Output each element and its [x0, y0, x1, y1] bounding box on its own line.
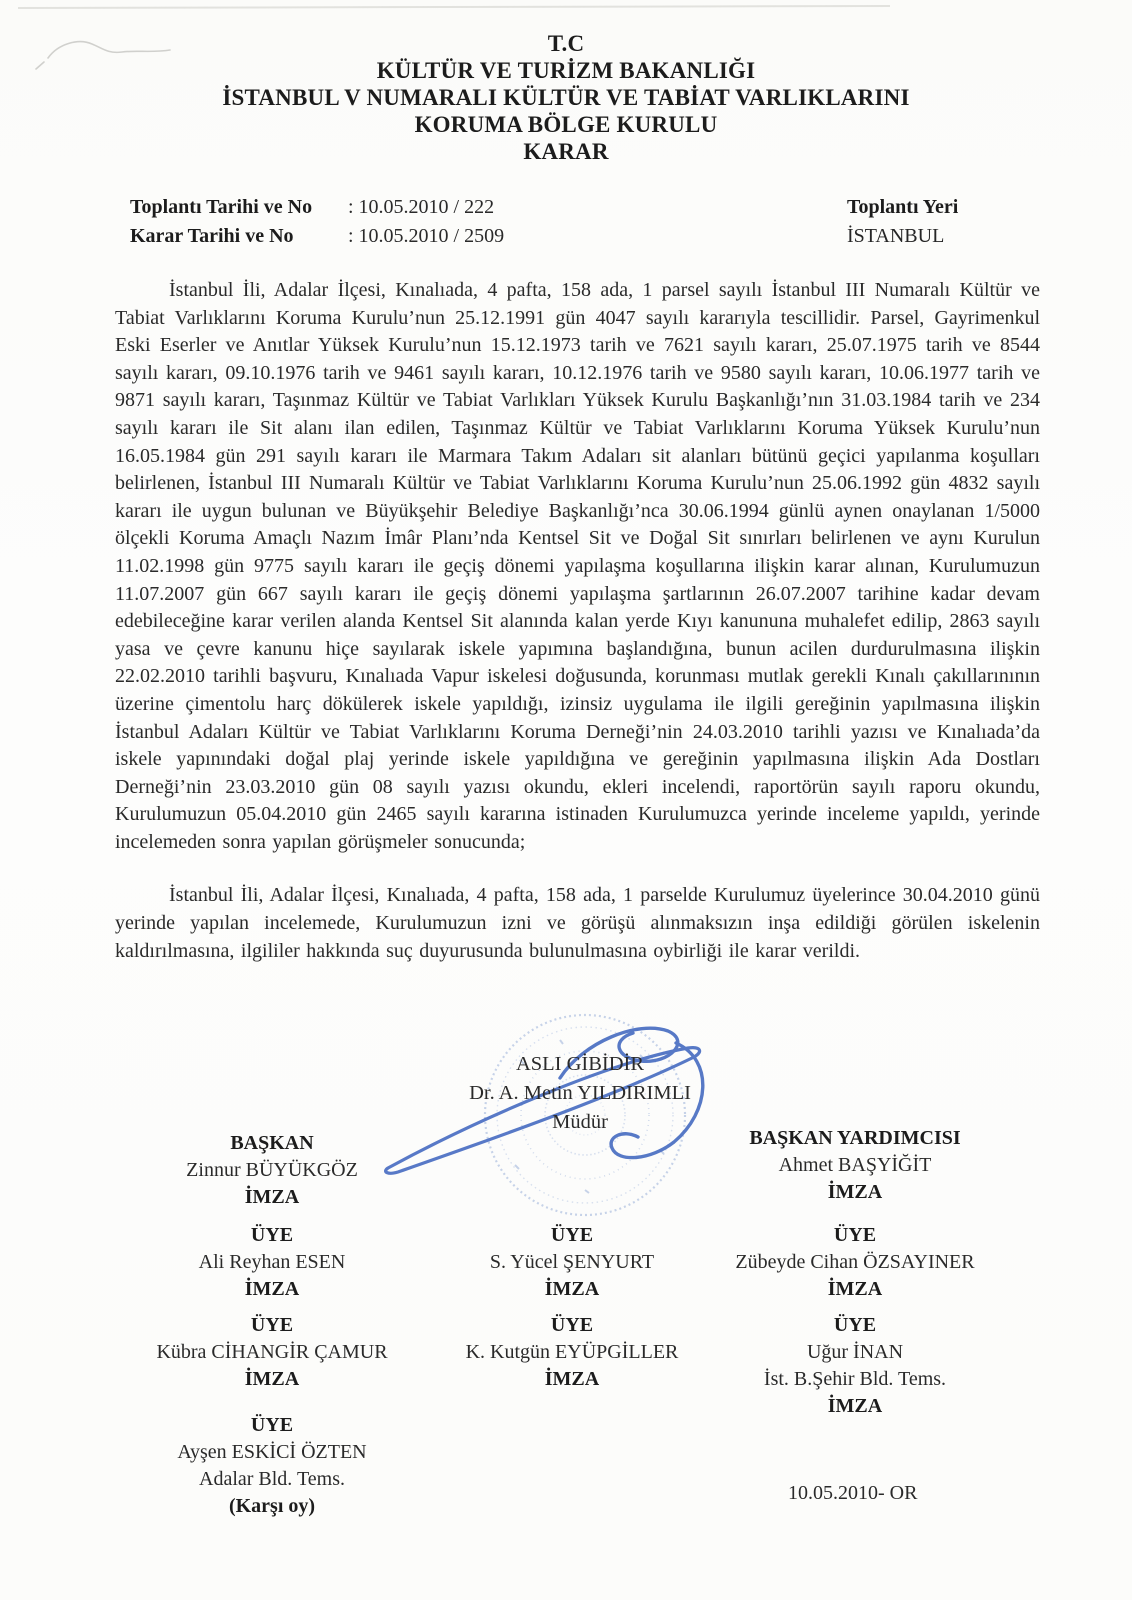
member-block	[122, 1412, 422, 1520]
role-title: ÜYE	[550, 1314, 594, 1336]
imza-label: İMZA	[827, 1278, 883, 1300]
person-name: Kübra CİHANGİR ÇAMUR	[156, 1341, 388, 1363]
meta-section	[130, 193, 1037, 251]
role-title: BAŞKAN YARDIMCISI	[749, 1127, 961, 1149]
certifier-name: Dr. A. Metin YILDIRIMLI	[469, 1082, 691, 1104]
decision-date-label: Karar Tarihi ve No	[130, 225, 294, 247]
imza-label: İMZA	[827, 1181, 883, 1203]
person-name: Ahmet BAŞYİĞİT	[778, 1154, 932, 1176]
chairman-block	[122, 1130, 422, 1211]
member-block	[422, 1222, 722, 1303]
body-paragraph-2: İstanbul İli, Adalar İlçesi, Kınalıada, 4 pafta, 158 ada, 1 parselde Kurulumuz üyelerince 30.04.2010 günü yerinde yapılan incelemede, Kurulumuzun izni ve görüşü alınmaksızın inşa edildiği görülen iskelenin kaldırılmasına, ilgililer hakkında suç duyurusunda bulunulmasına oybirliği ile karar verildi.	[115, 884, 1040, 962]
representation-label: Adalar Bld. Tems.	[199, 1468, 345, 1490]
role-title: ÜYE	[250, 1414, 294, 1436]
body-paragraph-1: İstanbul İli, Adalar İlçesi, Kınalıada, 4 pafta, 158 ada, 1 parsel sayılı İstanbul III Numaralı Kültür ve Tabiat Varlıklarını Koruma Kurulu’nun 25.12.1991 gün 4047 sayılı kararıyla tescillidir. Parsel, Gayrimenkul Eski Eserler ve Anıtlar Yüksek Kurulu’nun 15.12.1973 tarih ve 7621 sayılı kararı, 25.07.1975 tarih ve 8544 sayılı kararı, 09.10.1976 tarih ve 9461 sayılı kararı, 10.12.1976 tarih ve 9580 sayılı kararı, 10.06.1977 tarih ve 9871 sayılı kararı, Taşınmaz Kültür ve Tabiat Varlıkları Yüksek Kurulu Başkanlığı’nın 31.03.1984 tarih ve 234 sayılı kararı ile Sit alanı ilan edilen, Taşınmaz Kültür ve Tabiat Varlıklarını Koruma Yüksek Kurulu’nun 16.05.1984 gün 291 sayılı kararı ile Marmara Takım Adaları sit alanları bütünü geçici yapılanma koşulları belirlenen, İstanbul III Numaralı Kültür ve Tabiat Varlıklarını Koruma Kurulu’nun 25.06.1992 gün 4832 sayılı kararı ile uygun bulunan ve Büyükşehir Belediye Başkanlığı’nca 30.06.1994 günlü aynen onaylanan 1/5000 ölçekli Koruma Amaçlı Nazım İmâr Planı’nda Kentsel Sit ve Doğal Sit sınırları belirlenen ve aynı Kurulun 11.02.1998 gün 9775 sayılı kararı ile geçiş dönemi yapılaşma koşullarına ilişkin karar alınan, Kurulumuzun 11.07.2007 gün 667 sayılı kararı ile geçiş dönemi yapılaşma şartlarının 26.07.2007 tarihine kadar devam edebileceğine karar verilen alanda Kentsel Sit alanında kalan yerde Kıyı kanununa muhalefet edilip, 2863 sayılı yasa ve çevre kanunu hiçe sayılarak iskele yapımına başlandığına, bunun acilen durdurulmasına ilişkin 22.02.2010 tarihli başvuru, Kınalıada Vapur iskelesi doğusunda, korunması mutlak gerekli Kınalı çakıllarınının üzerine çimentolu harç dökülerek iskele yapıldığı, izinsiz uygulama ile ilgili gereğinin yapılmasına ilişkin İstanbul Adaları Kültür ve Tabiat Varlıklarını Koruma Derneği’nin 24.03.2010 tarihli yazısı ve Kınalıada’da iskele yapınındaki doğal plaj yerinde iskele yapıldığına ve gereğinin yapılmasına ilişkin Ada Dostları Derneği’nin 23.03.2010 gün 08 sayılı yazısı okundu, ekleri incelendi, raportörün sayılı raporu okundu, Kurulumuzun 05.04.2010 gün 2465 sayılı kararına istinaden Kurulumuzca yerinde inceleme yapıldı, yerinde incelemeden sonra yapılan görüşmeler sonucunda;	[115, 279, 1040, 853]
member-block	[122, 1222, 422, 1303]
member-block	[422, 1312, 722, 1393]
dissent-note: (Karşı oy)	[228, 1495, 316, 1517]
member-block	[122, 1312, 422, 1393]
person-name: Ayşen ESKİCİ ÖZTEN	[177, 1441, 367, 1463]
certified-copy-label: ASLI GİBİDİR	[515, 1053, 645, 1075]
person-name: Zübeyde Cihan ÖZSAYINER	[735, 1251, 975, 1273]
role-title: ÜYE	[833, 1314, 877, 1336]
person-name: Ali Reyhan ESEN	[198, 1251, 346, 1273]
meeting-date-row	[130, 193, 504, 222]
imza-label: İMZA	[544, 1368, 600, 1390]
header-line-board: İSTANBUL V NUMARALI KÜLTÜR VE TABİAT VARLIKLARINI	[222, 85, 910, 110]
person-name: Zinnur BÜYÜKGÖZ	[186, 1159, 358, 1181]
meta-dates	[130, 193, 504, 251]
meeting-date-value: : 10.05.2010 / 222	[348, 196, 495, 218]
member-block	[690, 1312, 1020, 1420]
imza-label: İMZA	[244, 1186, 300, 1208]
person-name: K. Kutgün EYÜPGİLLER	[465, 1341, 679, 1363]
imza-label: İMZA	[244, 1368, 300, 1390]
certification-block	[415, 1050, 745, 1137]
role-title: BAŞKAN	[230, 1132, 314, 1154]
header-line-ministry: KÜLTÜR VE TURİZM BAKANLIĞI	[376, 58, 756, 83]
representation-label: İst. B.Şehir Bld. Tems.	[763, 1368, 947, 1390]
imza-label: İMZA	[544, 1278, 600, 1300]
header-line-decision: KARAR	[523, 139, 609, 164]
role-title: ÜYE	[550, 1224, 594, 1246]
decision-body	[115, 277, 1040, 965]
header-line-tc: T.C	[547, 31, 585, 56]
imza-label: İMZA	[244, 1278, 300, 1300]
meeting-place-label: Toplantı Yeri	[847, 196, 959, 218]
document-reference: 10.05.2010- OR	[788, 1482, 918, 1504]
meeting-place-value: İSTANBUL	[847, 225, 945, 247]
meeting-date-label: Toplantı Tarihi ve No	[130, 196, 313, 218]
certifier-title: Müdür	[552, 1111, 608, 1133]
role-title: ÜYE	[833, 1224, 877, 1246]
role-title: ÜYE	[250, 1314, 294, 1336]
role-title: ÜYE	[250, 1224, 294, 1246]
document-header	[0, 0, 1132, 165]
decision-date-value: : 10.05.2010 / 2509	[348, 225, 505, 247]
vice-chairman-block	[690, 1125, 1020, 1206]
person-name: S. Yücel ŞENYURT	[489, 1251, 655, 1273]
person-name: Uğur İNAN	[806, 1341, 904, 1363]
imza-label: İMZA	[827, 1395, 883, 1417]
meta-place	[847, 193, 1037, 251]
decision-date-row	[130, 222, 504, 251]
header-line-region: KORUMA BÖLGE KURULU	[414, 112, 718, 137]
member-block	[690, 1222, 1020, 1303]
